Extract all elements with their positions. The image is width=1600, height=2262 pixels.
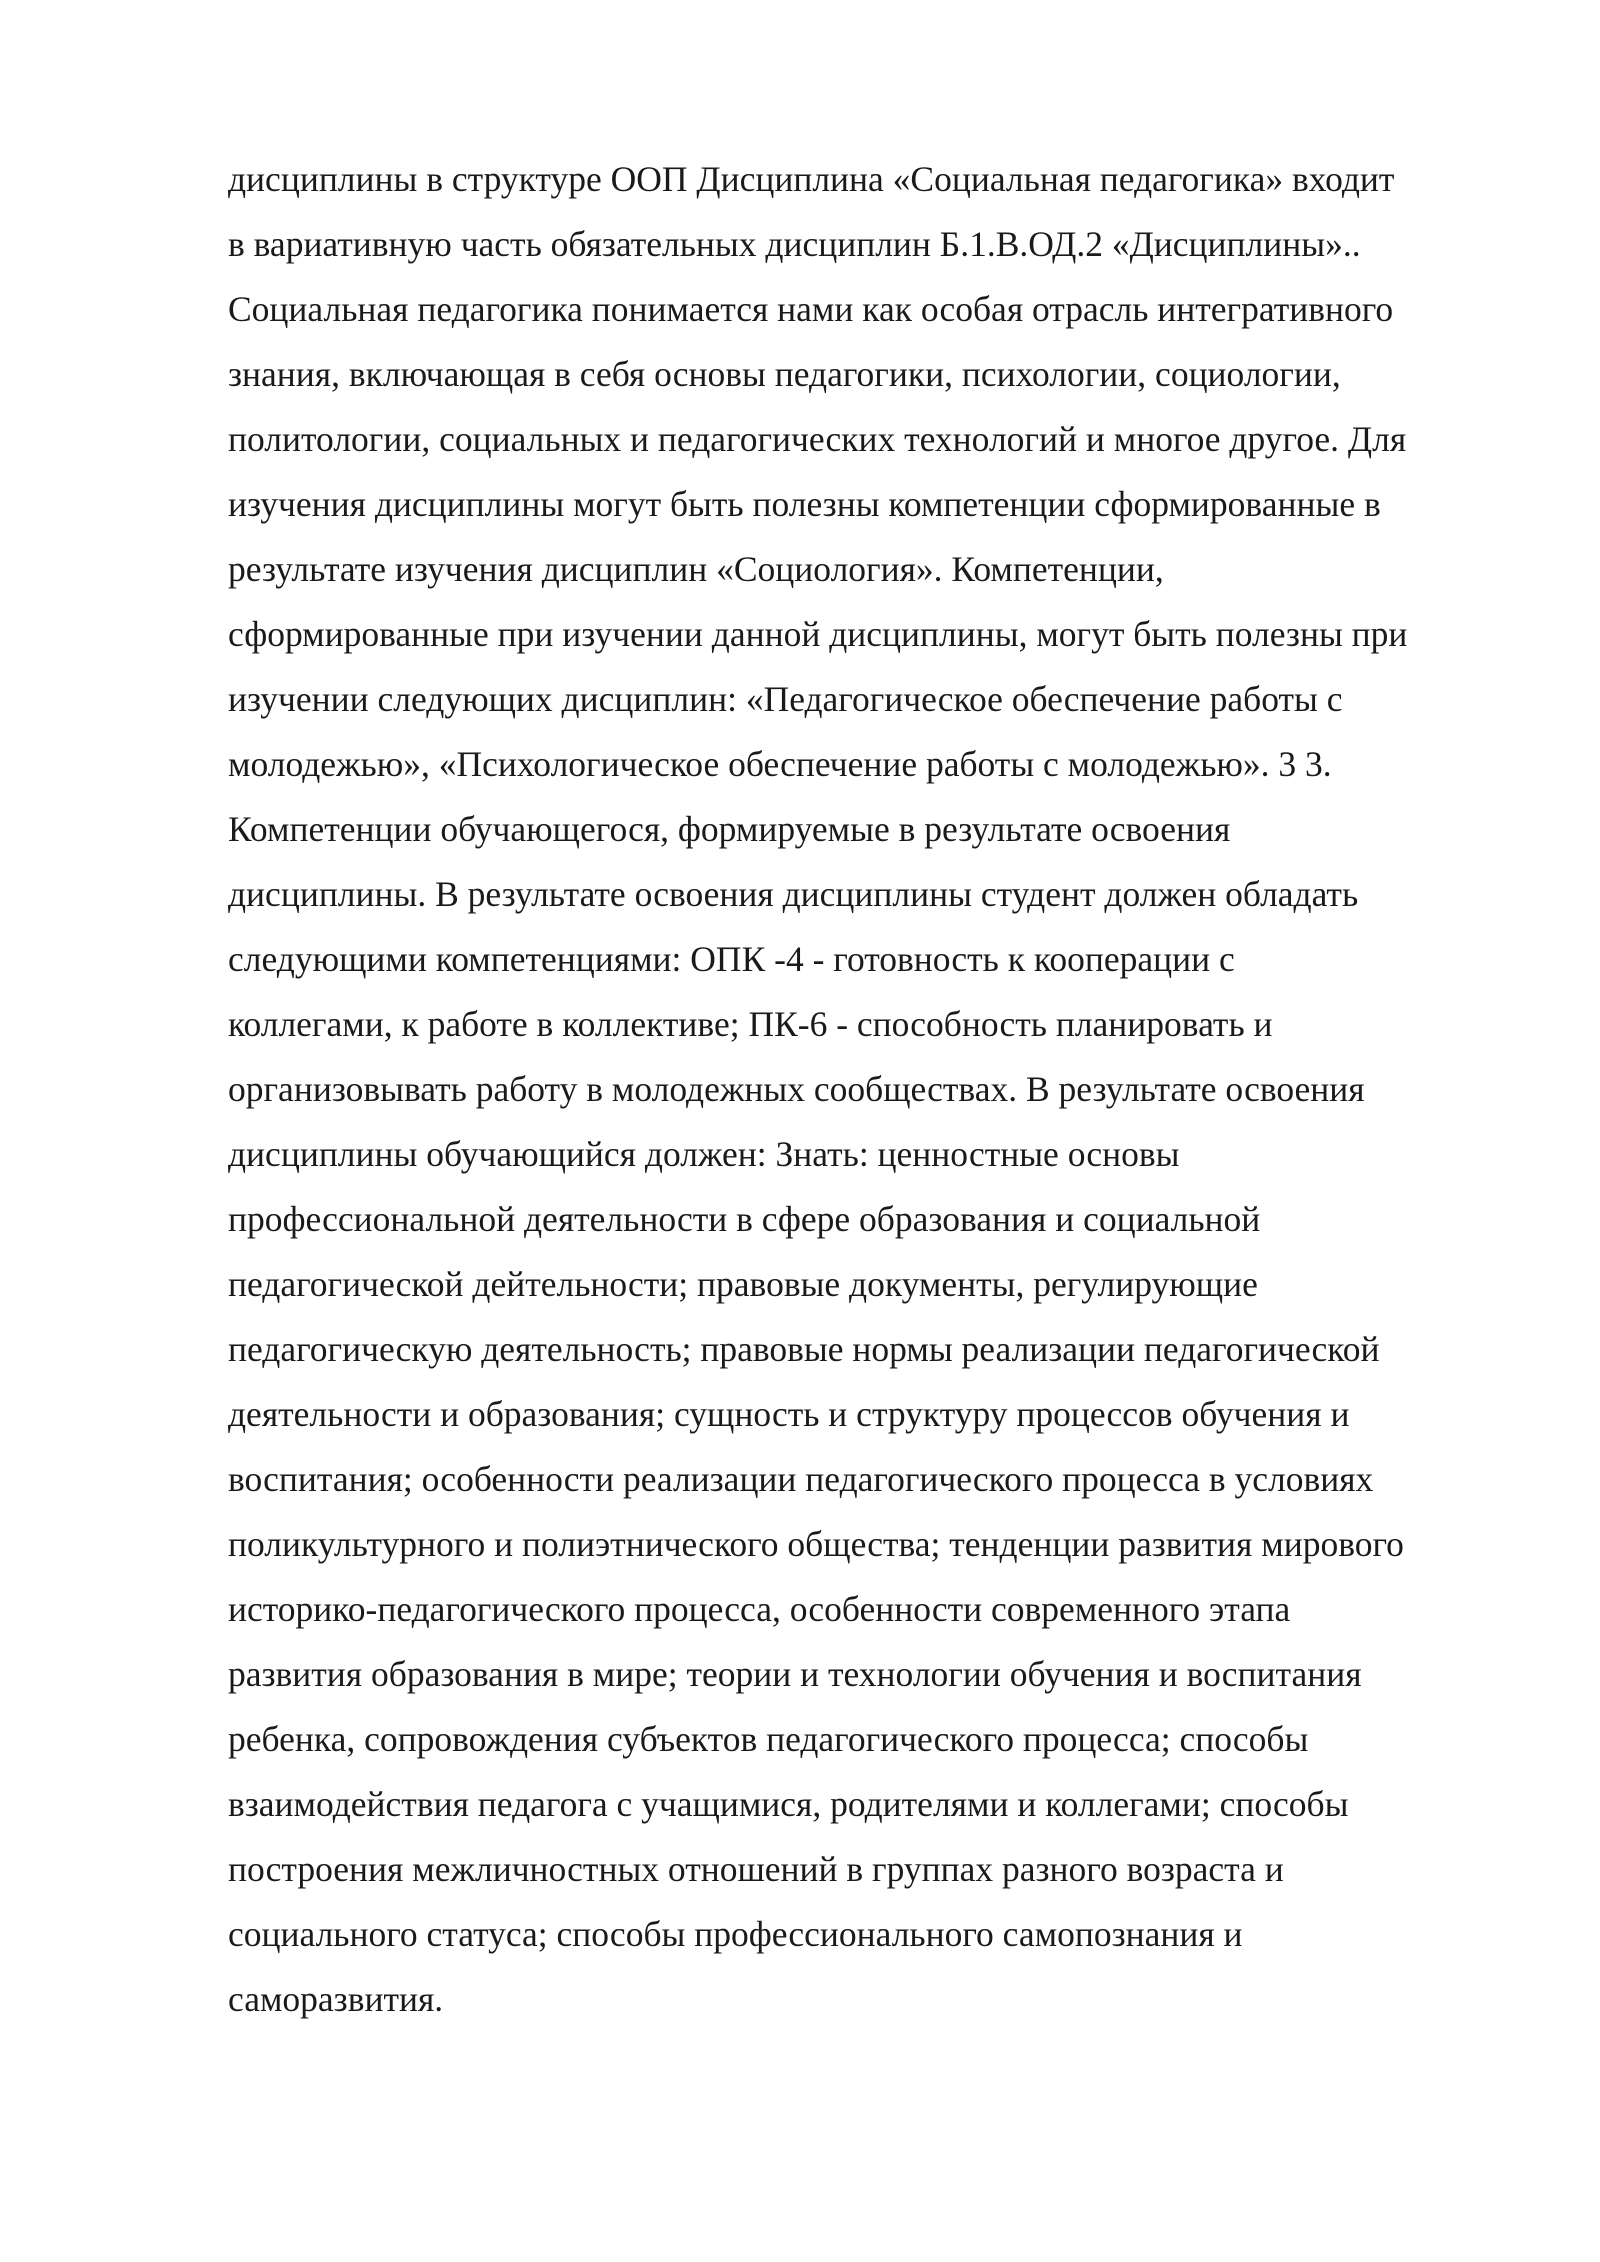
text-line: саморазвития. <box>228 1979 444 2019</box>
text-line: организовывать работу в молодежных сообществах. В результате освоения <box>228 1069 1365 1109</box>
text-line: Компетенции обучающегося, формируемые в результате освоения <box>228 809 1231 849</box>
text-line: следующими компетенциями: ОПК -4 - готовность к кооперации с <box>228 939 1235 979</box>
text-line: профессиональной деятельности в сфере образования и социальной <box>228 1199 1261 1239</box>
text-line: историко-педагогического процесса, особенности современного этапа <box>228 1589 1291 1629</box>
text-line: изучении следующих дисциплин: «Педагогическое обеспечение работы с <box>228 679 1343 719</box>
text-line: Социальная педагогика понимается нами как особая отрасль интегративного <box>228 289 1394 329</box>
text-line: изучения дисциплины могут быть полезны компетенции сформированные в <box>228 484 1381 524</box>
text-line: сформированные при изучении данной дисциплины, могут быть полезны при <box>228 614 1408 654</box>
text-line: развития образования в мире; теории и технологии обучения и воспитания <box>228 1654 1362 1694</box>
text-line: политологии, социальных и педагогических технологий и многое другое. Для <box>228 419 1407 459</box>
text-line: дисциплины. В результате освоения дисциплины студент должен обладать <box>228 874 1359 914</box>
text-line: взаимодействия педагога с учащимися, родителями и коллегами; способы <box>228 1784 1349 1824</box>
text-line: в вариативную часть обязательных дисциплин Б.1.В.ОД.2 «Дисциплины».. <box>228 224 1361 264</box>
body-paragraph <box>228 147 1508 2032</box>
text-line: дисциплины обучающийся должен: Знать: ценностные основы <box>228 1134 1180 1174</box>
text-line: ребенка, сопровождения субъектов педагогического процесса; способы <box>228 1719 1309 1759</box>
text-line: социального статуса; способы профессионального самопознания и <box>228 1914 1243 1954</box>
text-line: воспитания; особенности реализации педагогического процесса в условиях <box>228 1459 1374 1499</box>
text-line: молодежью», «Психологическое обеспечение работы с молодежью». 3 3. <box>228 744 1332 784</box>
text-line: поликультурного и полиэтнического общества; тенденции развития мирового <box>228 1524 1404 1564</box>
text-line: знания, включающая в себя основы педагогики, психологии, социологии, <box>228 354 1341 394</box>
text-line: результате изучения дисциплин «Социология». Компетенции, <box>228 549 1164 589</box>
text-line: коллегами, к работе в коллективе; ПК-6 - способность планировать и <box>228 1004 1273 1044</box>
text-line: построения межличностных отношений в группах разного возраста и <box>228 1849 1284 1889</box>
text-line: педагогическую деятельность; правовые нормы реализации педагогической <box>228 1329 1380 1369</box>
text-line: педагогической дейтельности; правовые документы, регулирующие <box>228 1264 1258 1304</box>
text-line: дисциплины в структуре ООП Дисциплина «Социальная педагогика» входит <box>228 159 1395 199</box>
text-line: деятельности и образования; сущность и структуру процессов обучения и <box>228 1394 1350 1434</box>
